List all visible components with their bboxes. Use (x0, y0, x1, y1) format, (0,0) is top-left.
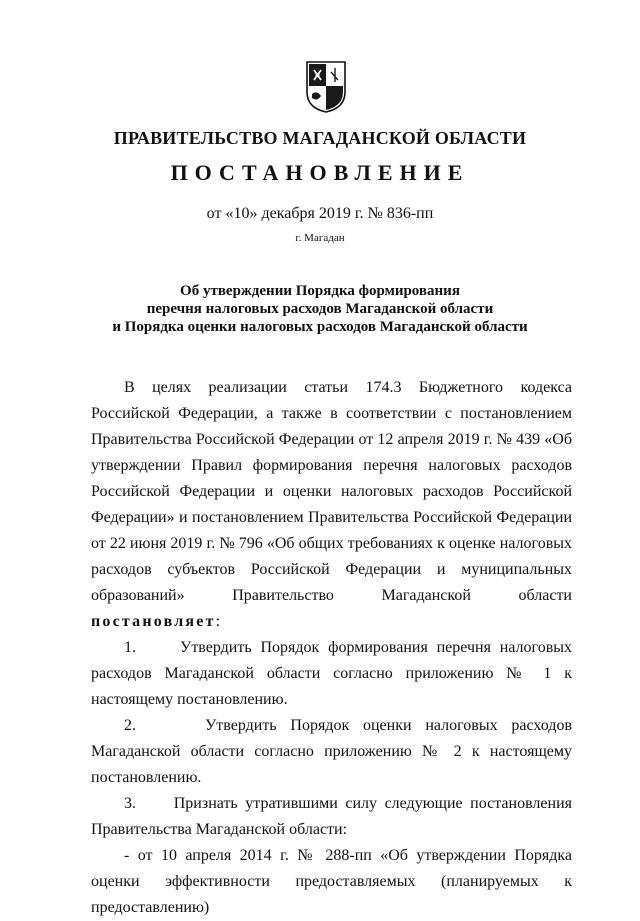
item-1-text: Утвердить Порядок формирования перечня налоговых расходов Магаданской области согласно приложению № 1 к настоящему постановлению. (91, 639, 572, 708)
title-line-1: Об утверждении Порядка формирования (180, 283, 460, 299)
document-title (0, 282, 640, 336)
resolves-word: постановляет (91, 613, 216, 630)
preamble-paragraph (91, 375, 572, 635)
document-date-number: от «10» декабря 2019 г. № 836-пп (206, 205, 434, 222)
item-2-text: Утвердить Порядок оценки налоговых расходов Магаданской области согласно приложению № 2 к настоящему постановлению. (91, 717, 573, 786)
item-3-paragraph (91, 791, 572, 843)
preamble-text: В целях реализации статьи 174.3 Бюджетного кодекса Российской Федерации, а также в соответствии с постановлением Правительства Российской Федерации от 12 апреля 2019 г. № 439 «Об утверждении Правил формирования перечня налоговых расходов Российской Федерации и оценки налоговых расходов Российской Федерации» и постановлением Правительства Российской Федерации от 22 июня 2019 г. № 796 «Об общих требованиях к оценке налоговых расходов субъектов Российской Федерации и муниципальных образований» Правительство Магаданской области (91, 379, 572, 604)
resolves-colon: : (215, 613, 221, 630)
subitem-1-paragraph (91, 843, 572, 921)
subitem-1-text: - от 10 апреля 2014 г. № 288-пп «Об утверждении Порядка оценки эффективности предоставляемых (планируемых к предоставлению) (91, 847, 572, 916)
coat-of-arms-icon (305, 60, 347, 114)
title-line-2: перечня налоговых расходов Магаданской области (146, 301, 494, 317)
document-city: г. Магадан (295, 232, 345, 244)
item-3-number: 3. (124, 795, 136, 812)
item-3-text: Признать утратившими силу следующие постановления Правительства Магаданской области: (91, 795, 573, 838)
item-2-paragraph (91, 713, 572, 791)
item-1-number: 1. (124, 639, 136, 656)
document-body (91, 375, 572, 921)
item-2-number: 2. (124, 717, 136, 734)
item-1-paragraph (91, 635, 572, 713)
organization-name: ПРАВИТЕЛЬСТВО МАГАДАНСКОЙ ОБЛАСТИ (113, 128, 527, 148)
document-type: ПОСТАНОВЛЕНИЕ (170, 160, 470, 185)
title-line-3: и Порядка оценки налоговых расходов Магаданской области (112, 319, 528, 335)
